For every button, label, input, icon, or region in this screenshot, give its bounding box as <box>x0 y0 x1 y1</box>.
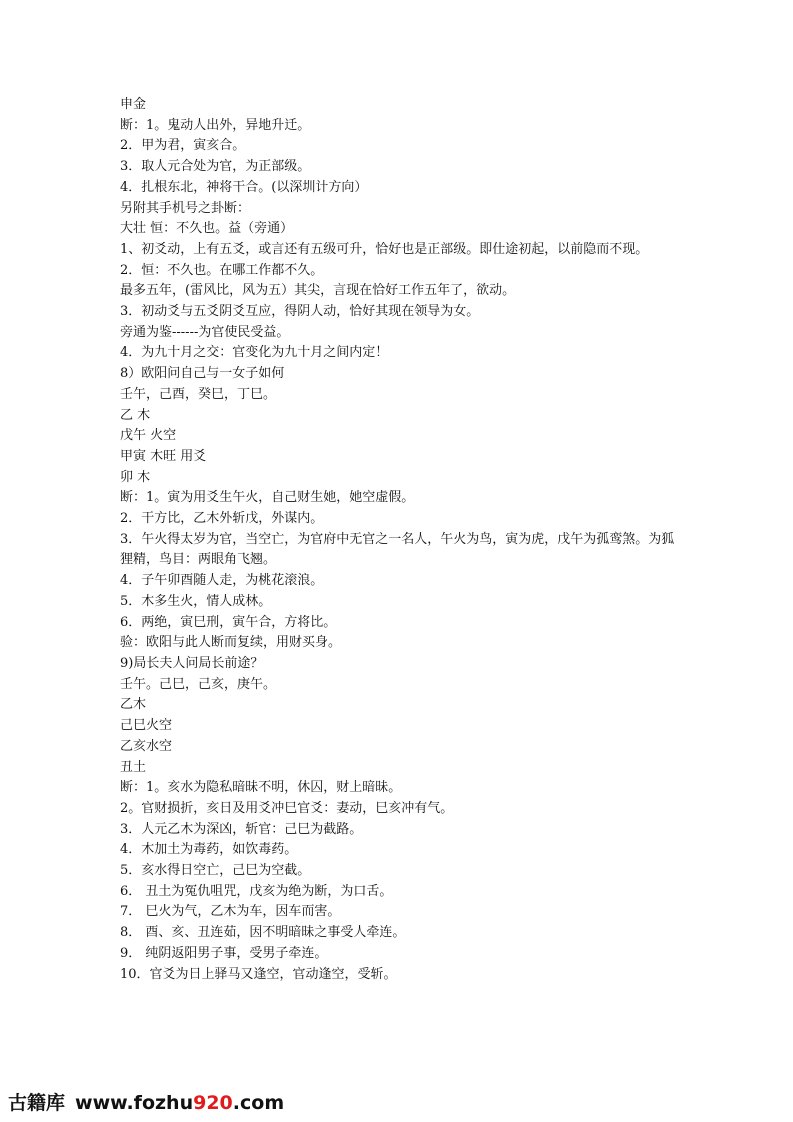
site-name: 古籍库 <box>8 1092 66 1114</box>
text-line: 1、初爻动，上有五爻，或言还有五级可升，恰好也是正部级。即仕途初起，以前隐而不现。 <box>120 241 649 257</box>
text-line: 3．午火得太岁为官，当空亡，为官府中无官之一名人，午火为鸟，寅为虎，戊午为孤鸾煞。为狐狸精，鸟目：两眼角飞翘。 <box>120 531 675 568</box>
text-line: 3．取人元合处为官，为正部级。 <box>120 159 311 175</box>
text-line: 己巳火空 <box>120 718 173 734</box>
text-line: 3．初动爻与五爻阴爻互应，得阴人动，恰好其现在领导为女。 <box>120 304 480 320</box>
text-line: 3．人元乙木为深凶，斩官：己巳为截路。 <box>120 821 363 837</box>
text-line: 申金 <box>120 97 147 112</box>
text-line: 5．木多生火，情人成林。 <box>120 593 272 609</box>
text-line: 2．甲为君，寅亥合。 <box>120 138 246 154</box>
site-url-accent: 920 <box>193 1092 233 1114</box>
text-line: 断：1。鬼动人出外，异地升迁。 <box>120 117 311 133</box>
site-url-suffix: .com <box>232 1092 285 1114</box>
text-line: 乙木 <box>120 697 147 713</box>
text-line: 9． 纯阴返阳男子事，受男子牵连。 <box>120 945 328 961</box>
text-line: 6．两绝，寅巳刑，寅午合，方将比。 <box>120 614 337 630</box>
text-line: 2．恒：不久也。在哪工作都不久。 <box>120 262 324 278</box>
text-line: 验：欧阳与此人断而复续，用财买身。 <box>120 635 342 651</box>
text-line: 壬午。己巳，己亥，庚午。 <box>120 676 277 692</box>
text-line: 8）欧阳问自己与一女子如何 <box>120 366 285 382</box>
text-line: 壬午，己酉，癸巳，丁巳。 <box>120 386 277 402</box>
text-line: 6． 丑土为冤仇咀咒，戊亥为绝为断，为口舌。 <box>120 883 393 899</box>
text-line: 10．官爻为日上驿马又逢空，官动逢空，受斩。 <box>120 966 397 982</box>
text-line: 乙亥水空 <box>120 738 173 754</box>
text-line: 大壮 恒：不久也。益（旁通） <box>120 221 294 237</box>
text-line: 戊午 火空 <box>120 428 177 444</box>
text-line: 5．亥水得日空亡，己巳为空截。 <box>120 863 311 879</box>
text-line: 7． 巳火为气，乙木为车，因车而害。 <box>120 904 341 920</box>
text-line: 4．扎根东北，神将干合。(以深圳计方向） <box>120 179 368 195</box>
text-line: 8． 酉、亥、丑连茹，因不明暗昧之事受人牵连。 <box>120 925 406 941</box>
text-line: 断：1。亥水为隐私暗昧不明，休囚，财上暗昧。 <box>120 780 402 796</box>
site-url-prefix: www.fozhu <box>75 1092 194 1114</box>
text-line: 2。官财损折，亥日及用爻冲巳官爻：妻动，巳亥冲有气。 <box>120 800 454 816</box>
text-line: 4．木加土为毒药，如饮毒药。 <box>120 842 298 858</box>
text-line: 4．子午卯酉随人走，为桃花滚浪。 <box>120 573 324 589</box>
text-line: 2．干方比，乙木外斩戊，外谋内。 <box>120 511 324 527</box>
text-line: 乙 木 <box>120 407 151 423</box>
site-footer <box>8 1088 284 1118</box>
text-line: 旁通为鉴------为官使民受益。 <box>120 324 290 340</box>
text-line: 4．为九十月之交：官变化为九十月之间内定！ <box>120 345 389 361</box>
text-line: 9)局长夫人问局长前途？ <box>120 655 264 671</box>
text-line: 断：1。寅为用爻生午火，自己财生她，她空虚假。 <box>120 490 415 506</box>
text-line: 丑土 <box>120 759 147 775</box>
document-body <box>120 95 680 985</box>
text-line: 甲寅 木旺 用爻 <box>120 448 207 464</box>
text-line: 另附其手机号之卦断： <box>120 200 251 216</box>
text-line: 卯 木 <box>120 469 151 485</box>
text-line: 最多五年，(雷风比，风为五）其尖，言现在恰好工作五年了，欲动。 <box>120 283 516 299</box>
